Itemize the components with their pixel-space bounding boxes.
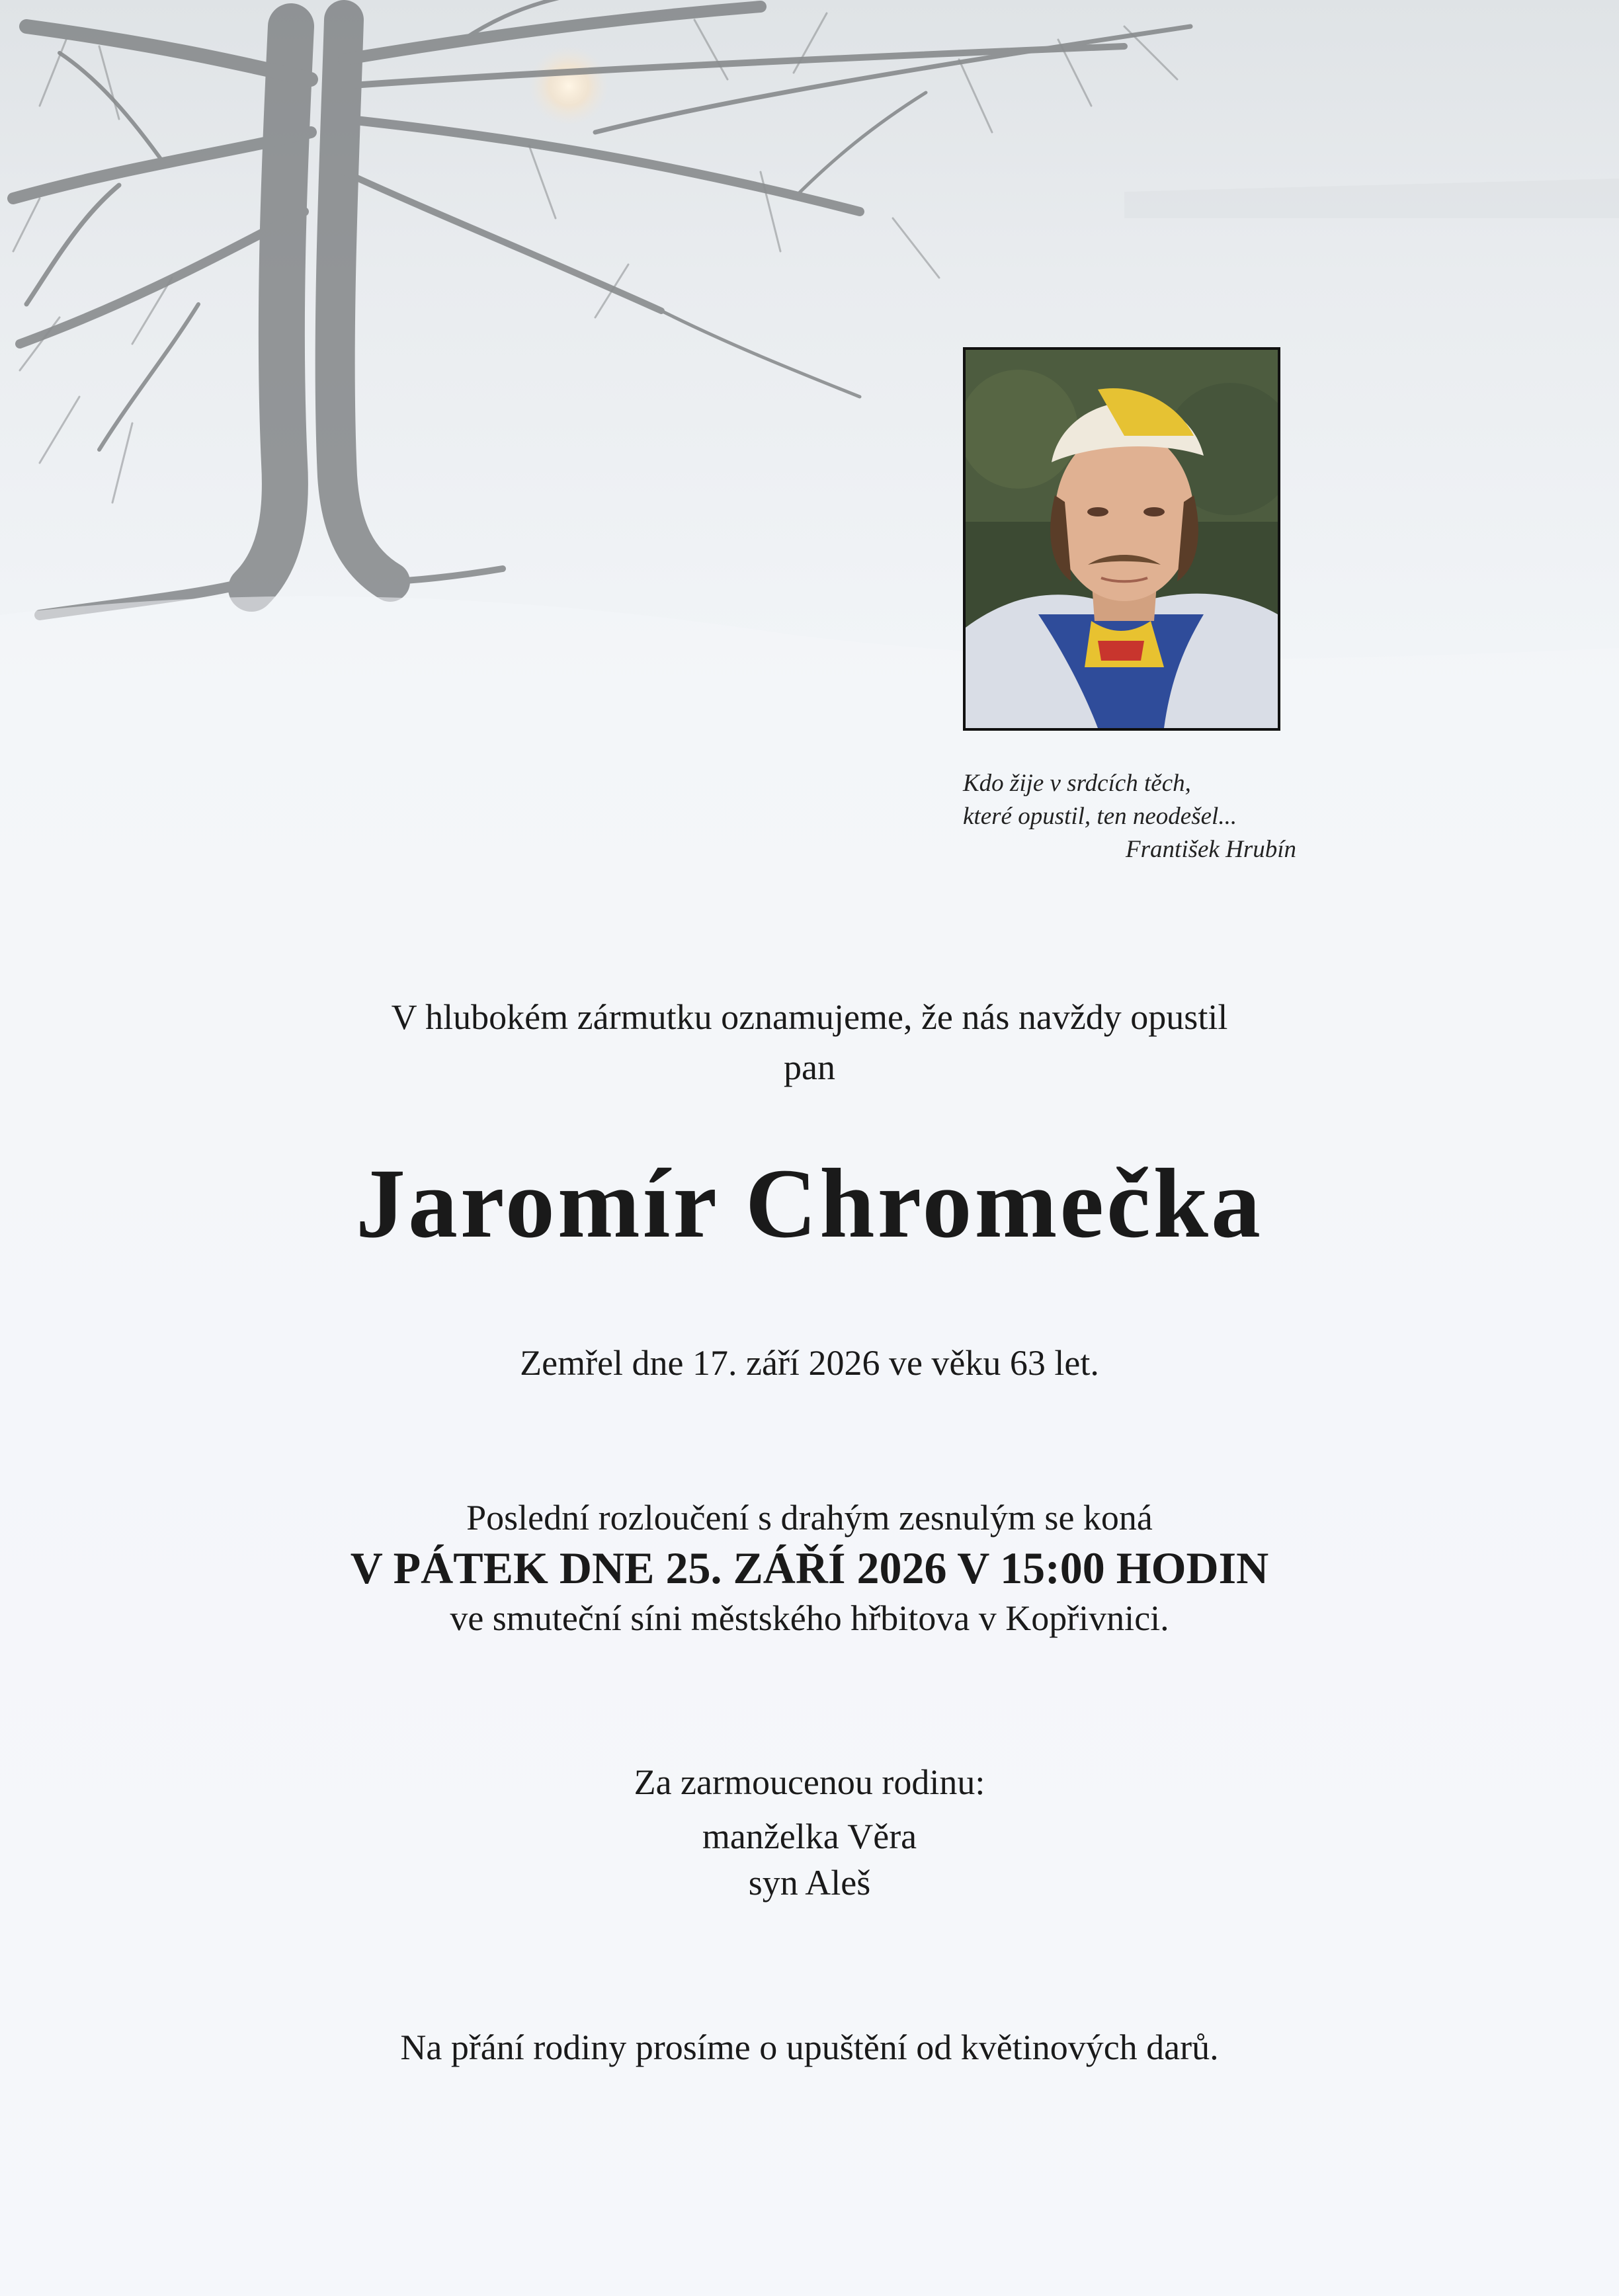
quote-author: František Hrubín [1126, 836, 1296, 863]
farewell-datetime: V PÁTEK DNE 25. ZÁŘÍ 2026 V 15:00 HODIN [350, 1543, 1269, 1593]
family-member: syn Aleš [748, 1863, 871, 1903]
announcement [0, 992, 1619, 1092]
announcement-line-2: pan [784, 1047, 835, 1087]
farewell-intro: Poslední rozloučení s drahým zesnulým se koná [466, 1498, 1153, 1538]
announcement-line-1: V hlubokém zármutku oznamujeme, že nás navždy opustil [391, 997, 1228, 1037]
portrait-photo [963, 347, 1280, 731]
quote-line-2: které opustil, ten neodešel... [963, 803, 1237, 830]
family-signature [0, 1759, 1619, 1906]
deceased-name: Jaromír Chromečka [355, 1149, 1263, 1258]
family-members [0, 1813, 1619, 1906]
memorial-quote [963, 767, 1307, 866]
flowers-request: Na přání rodiny prosíme o upuštění od květinových darů. [400, 2028, 1219, 2067]
farewell-location: ve smuteční síni městského hřbitova v Kopřivnici. [450, 1598, 1169, 1638]
family-member: manželka Věra [702, 1817, 917, 1856]
farewell-info [0, 1495, 1619, 1641]
quote-line-1: Kdo žije v srdcích těch, [963, 770, 1191, 797]
family-heading: Za zarmoucenou rodinu: [634, 1762, 985, 1802]
death-notice: Zemřel dne 17. září 2026 ve věku 63 let. [520, 1343, 1099, 1383]
